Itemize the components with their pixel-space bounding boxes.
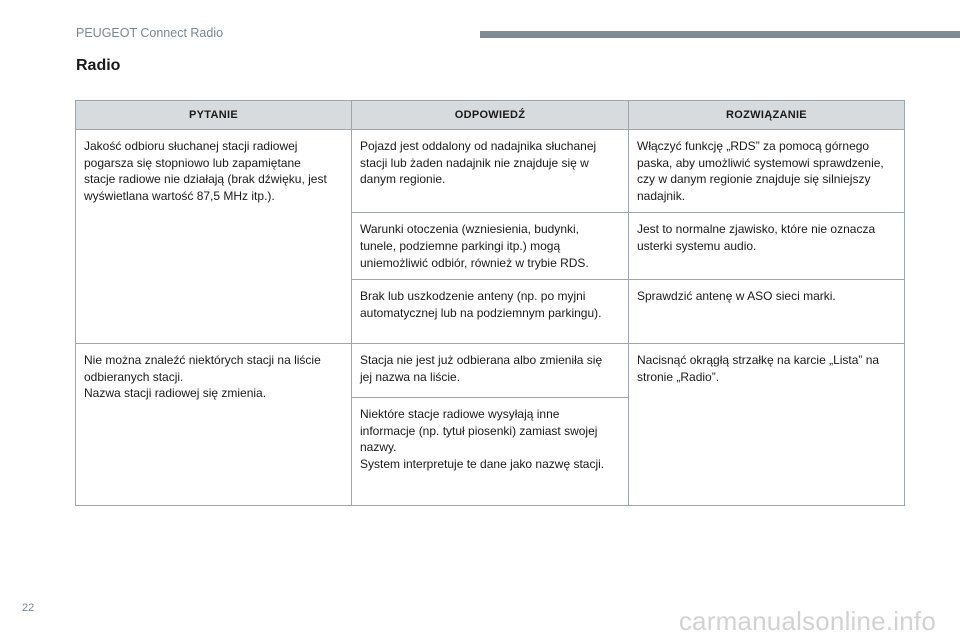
section-title: Radio: [76, 57, 121, 74]
answer-cell: Brak lub uszkodzenie anteny (np. po myjni automatycznej lub na podziemnym parkingu).: [352, 280, 629, 344]
solution-cell: Sprawdzić antenę w ASO sieci marki.: [629, 280, 905, 344]
answer-cell: Warunki otoczenia (wzniesienia, budynki, tunele, podziemne parkingi itp.) mogą uniemożliwić odbiór, również w trybie RDS.: [352, 213, 629, 280]
page-number: 22: [22, 602, 35, 614]
solution-cell: Nacisnąć okrągłą strzałkę na karcie „Lista” na stronie „Radio”.: [629, 344, 905, 506]
site-watermark: carmanualsonline.info: [678, 606, 936, 636]
header-divider-bar: [480, 31, 960, 38]
question-cell: Nie można znaleźć niektórych stacji na liście odbieranych stacji. Nazwa stacji radiowej się zmienia.: [76, 344, 352, 506]
column-header-question: PYTANIE: [76, 101, 352, 130]
answer-cell: Niektóre stacje radiowe wysyłają inne informacje (np. tytuł piosenki) zamiast swojej nazwy. System interpretuje te dane jako nazwę stacji.: [352, 398, 629, 506]
question-cell: Jakość odbioru słuchanej stacji radiowej pogarsza się stopniowo lub zapamiętane stacje radiowe nie działają (brak dźwięku, jest wyświetlana wartość 87,5 MHz itp.).: [76, 130, 352, 344]
solution-cell: Włączyć funkcję „RDS” za pomocą górnego paska, aby umożliwić systemowi sprawdzenie, czy w danym regionie znajduje się silniejszy nadajnik.: [629, 130, 905, 213]
column-header-answer: ODPOWIEDŹ: [352, 101, 629, 130]
answer-cell: Pojazd jest oddalony od nadajnika słuchanej stacji lub żaden nadajnik nie znajduje się w danym regionie.: [352, 130, 629, 213]
solution-cell: Jest to normalne zjawisko, które nie oznacza usterki systemu audio.: [629, 213, 905, 280]
manual-header-title: PEUGEOT Connect Radio: [76, 26, 224, 40]
table-row: [76, 344, 905, 398]
answer-cell: Stacja nie jest już odbierana albo zmieniła się jej nazwa na liście.: [352, 344, 629, 398]
column-header-solution: ROZWIĄZANIE: [629, 101, 905, 130]
table-row: [76, 130, 905, 213]
table-header-row: [76, 101, 905, 130]
troubleshooting-table: [75, 100, 905, 506]
